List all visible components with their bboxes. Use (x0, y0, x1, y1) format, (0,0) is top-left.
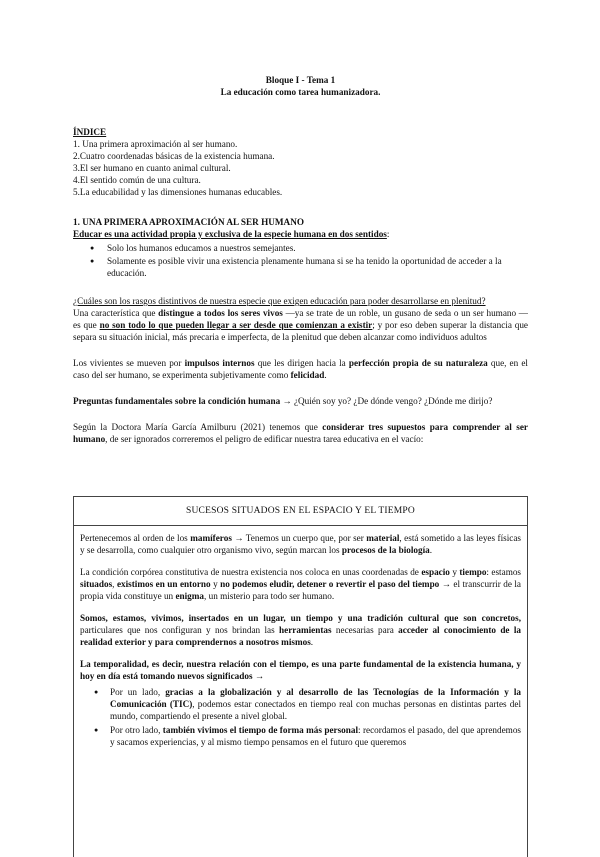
text-run: Pertenecemos al orden de los (80, 533, 191, 543)
index-item: 1. Una primera aproximación al ser humano. (73, 139, 238, 149)
box-bullet-list (80, 686, 521, 748)
text-run: , un misterio para todo ser humano. (204, 591, 335, 601)
text-run: → (252, 671, 265, 681)
text-run-bold: tiempo (459, 567, 487, 577)
text-run: , de ser ignorados correremos el peligro de edificar nuestra tarea educativa en el vacío: (105, 434, 424, 444)
text-run: —ya se trate de un roble, un gusano de seda o un ser humano — es que (73, 308, 528, 330)
lead-bold-text: Educar es una actividad propia y exclusiva de la especie humana en dos sentidos (73, 229, 387, 239)
text-run-bold-underlined: no son todo lo que pueden llegar a ser desde que comienzan a existir (99, 320, 373, 330)
list-item: ● Solamente es posible vivir una existencia plenamente humana si se ha tenido la oportunidad de acceder a la educación. (73, 255, 528, 279)
index-item: 4.El sentido común de una cultura. (73, 175, 201, 185)
text-run: Por otro lado, (110, 725, 163, 735)
text-run-bold: impulsos internos (184, 358, 255, 368)
text-run: y (449, 567, 460, 577)
text-run-bold: perfección propia de su naturaleza (348, 358, 488, 368)
text-run-bold: situados (80, 579, 113, 589)
lead-colon: : (386, 229, 390, 239)
text-run-bold: distingue a todos los seres vivos (158, 308, 283, 318)
text-run-bold: considerar tres supuestos para comprender al ser humano (73, 422, 528, 444)
box-paragraph-coordinates (80, 566, 521, 602)
box-paragraph-tradition (80, 612, 521, 648)
list-item (80, 724, 521, 748)
text-run: particulares que nos configuran y nos brindan las (80, 625, 280, 635)
document-content (73, 74, 528, 445)
index-list (73, 138, 528, 198)
text-run-bold: existimos en un entorno (116, 579, 211, 589)
box-paragraph-mammals (80, 532, 521, 556)
text-run: Los vivientes se mueven por (73, 358, 185, 368)
text-run-bold: material (366, 533, 400, 543)
paragraph-impulses (73, 357, 528, 381)
info-box-body (74, 526, 527, 748)
text-run-bold: La temporalidad, es decir, nuestra relación con el tiempo, es una parte fundamental de la existencia humana, y hoy en día está tomando nuevos significados (80, 659, 521, 681)
text-run: → Tenemos un cuerpo que, por ser (231, 533, 367, 543)
text-run-bold: Somos, estamos, vivimos, insertados en un lugar, un tiempo y una tradición cultural que son concretos, (80, 613, 521, 623)
text-run-bold: no podemos eludir, detener o revertir el paso del tiempo (220, 579, 440, 589)
paragraph-living-beings (73, 307, 528, 343)
text-run-bold: herramientas (279, 625, 332, 635)
index-heading: ÍNDICE (73, 127, 107, 137)
section-lead (73, 228, 528, 240)
paragraph-questions (73, 395, 528, 407)
topic-subtitle: La educación como tarea humanizadora. (220, 87, 381, 97)
text-run-bold: gracias a la globalización y al desarrollo de las Tecnologías de la Información y la Comunicación (TIC) (110, 687, 521, 709)
section-bullet-list (73, 242, 528, 279)
text-run-bold: Preguntas fundamentales sobre la condición humana (73, 396, 281, 406)
info-box-title: SUCESOS SITUADOS EN EL ESPACIO Y EL TIEMPO (74, 497, 527, 526)
text-run: . (429, 545, 433, 555)
text-run: La condición corpórea constitutiva de nuestra existencia nos coloca en unas coordenadas de (80, 567, 422, 577)
text-run: , está sometido a las leyes físicas y se desarrolla, como cualquier otro organismo vivo, según marcan los (80, 533, 522, 555)
text-run-bold: enigma (175, 591, 205, 601)
text-run: ; y por eso deben superar la distancia que separa su situación inicial, más precaria e imperfecta, de la plenitud que deben alcanzar como individuos adultos (73, 320, 529, 342)
text-run-bold: espacio (421, 567, 450, 577)
text-run: y (210, 579, 221, 589)
info-box (73, 496, 528, 857)
text-run: → ¿Quién soy yo? ¿De dónde vengo? ¿Dónde me dirijo? (280, 396, 493, 406)
text-run: : estamos (486, 567, 522, 577)
text-run-bold: procesos de la biología (341, 545, 430, 555)
text-run: , (112, 579, 117, 589)
paragraph-assumptions (73, 421, 528, 445)
text-run-bold: mamíferos (190, 533, 232, 543)
text-run: que, en el caso del ser humano, se experimenta subjetivamente como (73, 358, 528, 380)
text-run: Por un lado, (110, 687, 166, 697)
block-title: Bloque I - Tema 1 (265, 75, 336, 85)
text-run: Una característica que (73, 308, 159, 318)
text-run: , podemos estar conectados en tiempo real con muchas personas en distintas partes del mundo, compartiendo el presente a nivel global. (110, 699, 521, 721)
list-item (80, 686, 521, 722)
text-run-bold: también vivimos el tiempo de forma más personal (162, 725, 359, 735)
section-heading: 1. UNA PRIMERA APROXIMACIÓN AL SER HUMANO (73, 217, 304, 227)
text-run: . (310, 637, 314, 647)
text-run: necesarias para (331, 625, 399, 635)
text-run-bold: acceder al conocimiento de la realidad exterior y para comprendernos a nosotros mismos (80, 625, 521, 647)
text-run: que les dirigen hacia la (254, 358, 349, 368)
text-run-bold: felicidad (290, 370, 325, 380)
index-item: 2.Cuatro coordenadas básicas de la existencia humana. (73, 151, 275, 161)
index-item: 5.La educabilidad y las dimensiones humanas educables. (73, 187, 283, 197)
key-question: ¿Cuáles son los rasgos distintivos de nuestra especie que exigen educación para poder desarrollarse en plenitud? (73, 296, 486, 306)
text-run: Según la Doctora María García Amilburu (2021) tenemos que (73, 422, 323, 432)
box-paragraph-temporality (80, 658, 521, 682)
list-item: ● Solo los humanos educamos a nuestros semejantes. (73, 242, 528, 254)
index-item: 3.El ser humano en cuanto animal cultural. (73, 163, 231, 173)
text-run: → el transcurrir de la propia vida constituye un (80, 579, 522, 601)
text-run: : recordamos el pasado, del que aprendemos y sacamos experiencias, y al mismo tiempo pensamos en el futuro que queremos (110, 725, 521, 747)
text-run: . (324, 370, 327, 380)
